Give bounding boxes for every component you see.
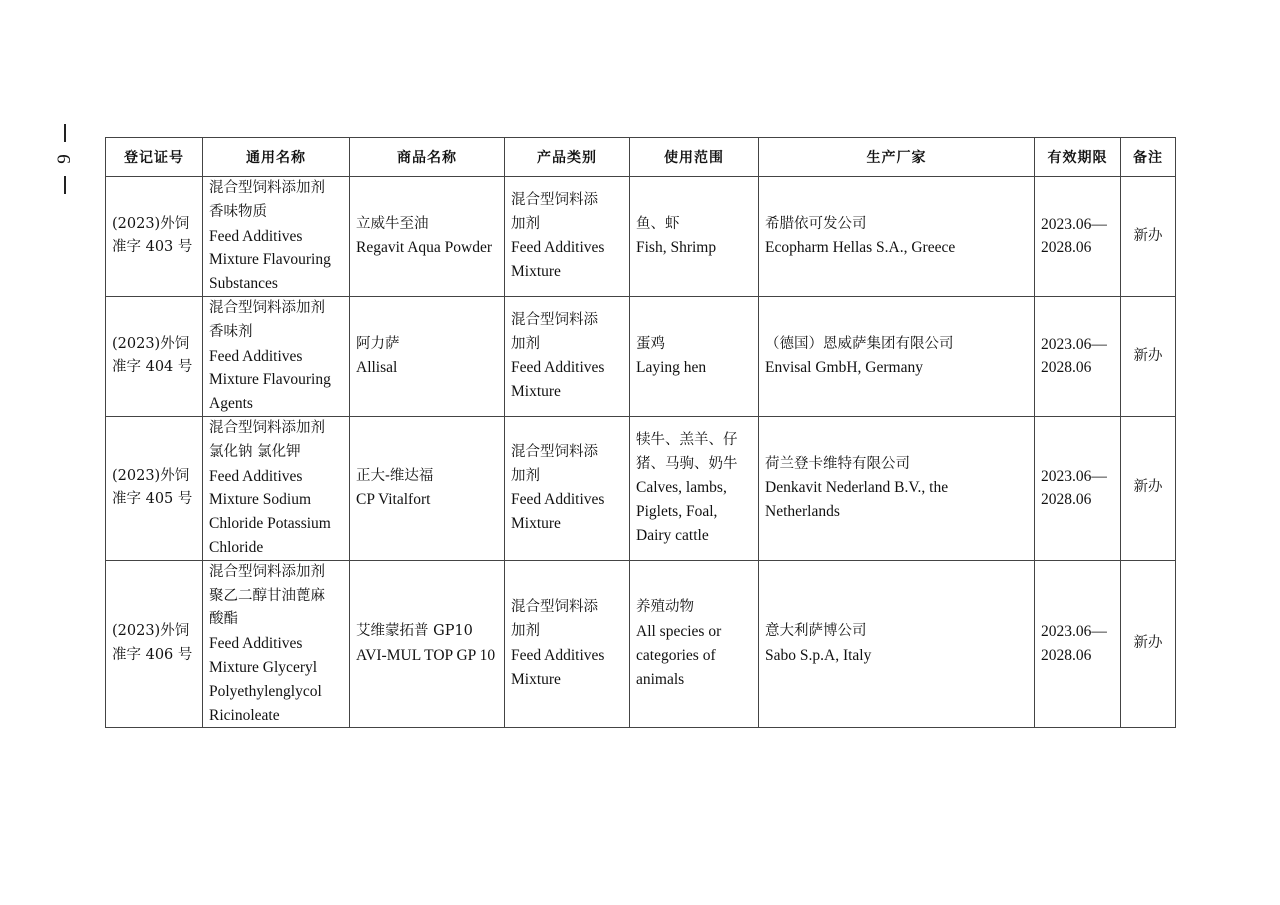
cell-line: 混合型饲料添 <box>511 599 598 616</box>
cell-line: 新办 <box>1133 347 1163 364</box>
cell-line: CP Vitalfort <box>356 491 431 509</box>
cell-line: Feed Additives <box>511 359 605 377</box>
cell-manufacturer <box>759 296 1035 416</box>
cell-line: 香味物质 <box>209 203 267 220</box>
cell-note <box>1121 560 1176 728</box>
cell-line: (2023)外饲 <box>112 623 190 640</box>
cell-line: 艾维蒙拓普 GP10 <box>356 623 473 640</box>
cell-line: Feed Additives <box>511 239 605 257</box>
cell-line: Sabo S.p.A, Italy <box>765 647 872 665</box>
cell-line: 准字 405 号 <box>112 491 193 508</box>
cell-line: 混合型饲料添加剂 <box>209 563 325 580</box>
cell-line: AVI-MUL TOP GP 10 <box>356 647 496 665</box>
cell-line: Agents <box>209 395 253 413</box>
cell-line: Denkavit Nederland B.V., the <box>765 479 949 497</box>
header-generic-name: 通用名称 <box>203 138 350 177</box>
cell-reg-no <box>106 177 203 297</box>
table-header-row <box>106 138 1176 177</box>
cell-validity <box>1035 296 1121 416</box>
cell-line: Feed Additives <box>209 347 303 365</box>
cell-line: Mixture <box>511 383 561 401</box>
cell-line: Dairy cattle <box>636 527 709 545</box>
cell-line: (2023)外饲 <box>112 467 190 484</box>
cell-line: 准字 404 号 <box>112 359 193 376</box>
cell-line: 新办 <box>1133 227 1163 244</box>
cell-line: 加剂 <box>511 335 540 352</box>
page-number <box>52 124 78 200</box>
cell-line: Feed Additives <box>209 467 303 485</box>
cell-line: 犊牛、羔羊、仔 <box>636 431 738 448</box>
cell-line: 鱼、虾 <box>636 215 680 232</box>
cell-category <box>505 560 630 728</box>
cell-line: All species or <box>636 623 722 641</box>
cell-trade-name <box>350 560 505 728</box>
cell-line: categories of <box>636 647 716 665</box>
cell-line: 荷兰登卡维特有限公司 <box>765 455 910 472</box>
cell-line: 养殖动物 <box>636 599 694 616</box>
cell-line: 2023.06— <box>1041 467 1107 485</box>
cell-line: Allisal <box>356 359 398 377</box>
cell-line: 加剂 <box>511 623 540 640</box>
cell-validity <box>1035 416 1121 560</box>
cell-category <box>505 296 630 416</box>
cell-reg-no <box>106 416 203 560</box>
table-row <box>106 177 1176 297</box>
cell-generic-name <box>203 560 350 728</box>
header-trade-name: 商品名称 <box>350 138 505 177</box>
cell-line: 混合型饲料添加剂 <box>209 180 325 196</box>
cell-line: 2028.06 <box>1041 359 1092 377</box>
header-manufacturer: 生产厂家 <box>759 138 1035 177</box>
cell-line: 新办 <box>1133 479 1163 496</box>
cell-line: Netherlands <box>765 503 840 521</box>
cell-line: Mixture <box>511 263 561 281</box>
cell-line: 加剂 <box>511 467 540 484</box>
cell-line: 2028.06 <box>1041 647 1092 665</box>
header-validity: 有效期限 <box>1035 138 1121 177</box>
cell-line: 2023.06— <box>1041 335 1107 353</box>
cell-line: (2023)外饲 <box>112 215 190 232</box>
cell-scope <box>630 560 759 728</box>
cell-line: 混合型饲料添 <box>511 191 598 208</box>
cell-line: Ecopharm Hellas S.A., Greece <box>765 239 956 257</box>
cell-line: Laying hen <box>636 359 707 377</box>
cell-line: 混合型饲料添加剂 <box>209 419 325 436</box>
registration-table <box>105 137 1176 728</box>
cell-line: Mixture Glyceryl <box>209 658 318 676</box>
cell-validity <box>1035 177 1121 297</box>
header-note: 备注 <box>1121 138 1176 177</box>
cell-trade-name <box>350 416 505 560</box>
cell-line: Mixture Flavouring <box>209 251 331 269</box>
header-reg-no: 登记证号 <box>106 138 203 177</box>
cell-line: 2028.06 <box>1041 239 1092 257</box>
cell-note <box>1121 296 1176 416</box>
cell-line: 立威牛至油 <box>356 215 429 232</box>
cell-line: 意大利萨博公司 <box>765 623 867 640</box>
cell-line: Chloride <box>209 538 264 556</box>
cell-line: 2028.06 <box>1041 491 1092 509</box>
cell-line: 氯化钠 氯化钾 <box>209 443 301 460</box>
cell-line: 阿力萨 <box>356 335 400 352</box>
cell-validity <box>1035 560 1121 728</box>
cell-scope <box>630 177 759 297</box>
cell-line: Feed Additives <box>511 491 605 509</box>
cell-line: 混合型饲料添 <box>511 443 598 460</box>
cell-trade-name <box>350 296 505 416</box>
cell-line: 新办 <box>1133 635 1163 652</box>
cell-reg-no <box>106 296 203 416</box>
cell-line: 混合型饲料添 <box>511 311 598 328</box>
cell-category <box>505 416 630 560</box>
cell-line: Envisal GmbH, Germany <box>765 359 923 377</box>
cell-manufacturer <box>759 416 1035 560</box>
cell-line: 正大-维达福 <box>356 467 434 484</box>
cell-line: Mixture <box>511 670 561 688</box>
cell-line: 2023.06— <box>1041 623 1107 641</box>
table-row <box>106 416 1176 560</box>
page-number-dash-top <box>64 124 66 142</box>
cell-line: Mixture Flavouring <box>209 371 331 389</box>
cell-category <box>505 177 630 297</box>
cell-line: Ricinoleate <box>209 706 280 724</box>
header-scope: 使用范围 <box>630 138 759 177</box>
cell-line: 蛋鸡 <box>636 335 665 352</box>
cell-line: Substances <box>209 275 278 293</box>
cell-line: 猪、马驹、奶牛 <box>636 455 738 472</box>
cell-line: Feed Additives <box>209 635 303 653</box>
cell-line: 混合型饲料添加剂 <box>209 299 325 316</box>
cell-reg-no <box>106 560 203 728</box>
cell-line: 聚乙二醇甘油蓖麻 <box>209 587 325 604</box>
cell-scope <box>630 296 759 416</box>
cell-note <box>1121 416 1176 560</box>
cell-line: 加剂 <box>511 215 540 232</box>
cell-generic-name <box>203 177 350 297</box>
cell-manufacturer <box>759 177 1035 297</box>
cell-line: Feed Additives <box>209 227 303 245</box>
cell-line: 2023.06— <box>1041 215 1107 233</box>
cell-generic-name <box>203 296 350 416</box>
table-row <box>106 560 1176 728</box>
page-number-value: 9 <box>54 154 75 164</box>
table-row <box>106 296 1176 416</box>
cell-trade-name <box>350 177 505 297</box>
cell-manufacturer <box>759 560 1035 728</box>
cell-line: （德国）恩威萨集团有限公司 <box>765 335 954 352</box>
cell-line: Regavit Aqua Powder <box>356 239 493 257</box>
cell-line: 希腊依可发公司 <box>765 215 867 232</box>
cell-line: Mixture <box>511 515 561 533</box>
cell-line: Fish, Shrimp <box>636 239 717 257</box>
cell-line: Chloride Potassium <box>209 515 331 533</box>
cell-generic-name <box>203 416 350 560</box>
cell-line: 酸酯 <box>209 611 238 628</box>
cell-scope <box>630 416 759 560</box>
cell-note <box>1121 177 1176 297</box>
cell-line: Mixture Sodium <box>209 491 312 509</box>
cell-line: Calves, lambs, <box>636 479 727 497</box>
cell-line: (2023)外饲 <box>112 335 190 352</box>
cell-line: animals <box>636 670 685 688</box>
page-number-dash-bottom <box>64 176 66 194</box>
cell-line: Piglets, Foal, <box>636 503 718 521</box>
cell-line: Feed Additives <box>511 647 605 665</box>
cell-line: Polyethylenglycol <box>209 682 322 700</box>
cell-line: 香味剂 <box>209 323 253 340</box>
header-category: 产品类别 <box>505 138 630 177</box>
cell-line: 准字 406 号 <box>112 647 193 664</box>
cell-line: 准字 403 号 <box>112 239 193 256</box>
